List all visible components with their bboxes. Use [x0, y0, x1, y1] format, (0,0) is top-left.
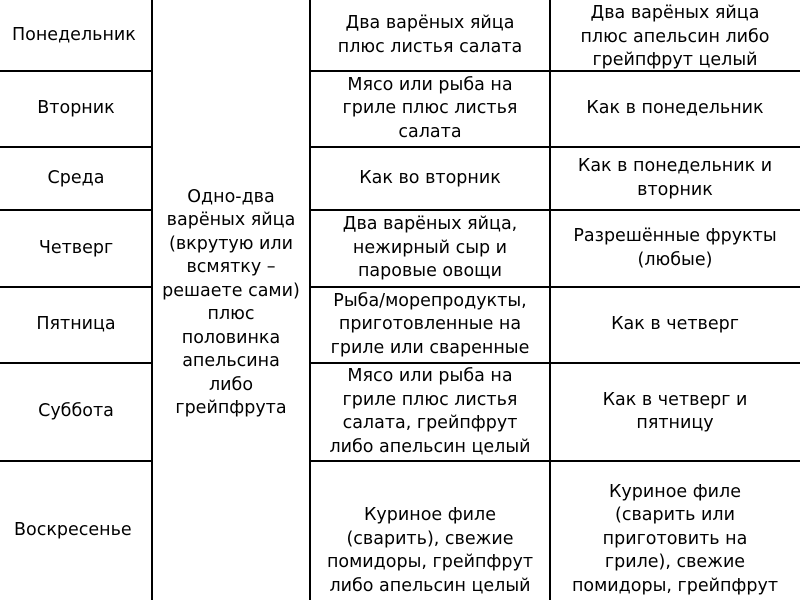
dinner-cell-friday: Как в четверг	[611, 314, 739, 335]
day-cell-wednesday: Среда	[47, 167, 105, 188]
row-divider	[0, 70, 151, 72]
day-cell-saturday: Суббота	[38, 401, 114, 422]
dinner-cell-sunday: Куриное филе (сварить или приготовить на гриле), свежие помидоры, грейпфрут	[571, 481, 779, 596]
column-divider	[549, 0, 551, 600]
lunch-cell-monday: Два варёных яйца плюс листья салата	[337, 13, 523, 57]
day-cell-thursday: Четверг	[38, 237, 114, 258]
lunch-cell-saturday: Мясо или рыба на гриле плюс листья салата, грейпфрут либо апельсин целый	[329, 366, 531, 457]
column-divider	[151, 0, 153, 600]
row-divider	[311, 146, 800, 148]
row-divider	[0, 146, 151, 148]
dinner-cell-wednesday: Как в понедельник и вторник	[577, 156, 773, 200]
lunch-cell-friday: Рыба/морепродукты, приготовленные на гриле или сваренные	[330, 290, 530, 358]
column-divider	[309, 0, 311, 600]
breakfast-cell: Одно-два варёных яйца (вкрутую или всмятку – решаете сами) плюс половинка апельсина либо грейпфрута	[162, 186, 300, 418]
dinner-cell-thursday: Разрешённые фрукты (любые)	[573, 226, 777, 270]
lunch-cell-tuesday: Мясо или рыба на гриле плюс листья салата	[342, 74, 518, 142]
lunch-cell-wednesday: Как во вторник	[359, 167, 501, 188]
day-cell-tuesday: Вторник	[37, 98, 115, 119]
row-divider	[0, 286, 151, 288]
dinner-cell-monday: Два варёных яйца плюс апельсин либо грейпфрут целый	[580, 3, 770, 70]
row-divider	[311, 286, 800, 288]
lunch-cell-thursday: Два варёных яйца, нежирный сыр и паровые овощи	[342, 214, 518, 282]
dinner-cell-tuesday: Как в понедельник	[586, 98, 764, 119]
row-divider	[0, 362, 151, 364]
day-cell-sunday: Воскресенье	[14, 519, 132, 540]
row-divider	[311, 70, 800, 72]
row-divider	[311, 362, 800, 364]
day-cell-friday: Пятница	[36, 314, 116, 335]
row-divider	[311, 209, 800, 211]
row-divider	[0, 209, 151, 211]
row-divider	[0, 460, 151, 462]
day-cell-monday: Понедельник	[12, 24, 136, 45]
lunch-cell-sunday: Куриное филе (сварить), свежие помидоры, грейпфрут либо апельсин целый	[326, 505, 534, 596]
dinner-cell-saturday: Как в четверг и пятницу	[602, 389, 748, 433]
row-divider	[311, 460, 800, 462]
